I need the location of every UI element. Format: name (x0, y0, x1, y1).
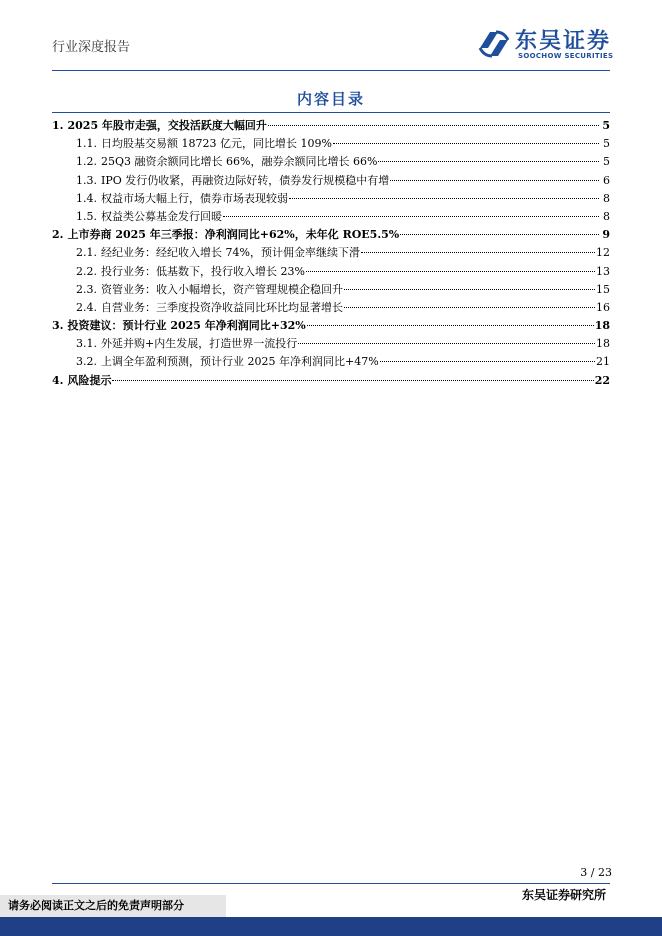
toc-dot-leader (268, 124, 599, 126)
toc-entry-number: 1.4. (76, 191, 97, 205)
toc-entry-number: 2.4. (76, 300, 97, 314)
toc-entry-number: 2.3. (76, 282, 97, 296)
toc-entry-title: 2025 年股市走强，交投活跃度大幅回升 (67, 119, 267, 132)
report-type-label: 行业深度报告 (52, 40, 131, 55)
toc-dot-leader (306, 270, 595, 272)
toc-entry-title: IPO 发行仍收紧，再融资边际好转，债券发行规模稳中有增 (101, 173, 390, 187)
footer-company: 东吴证券研究所 (521, 888, 606, 902)
toc-dot-leader (307, 324, 594, 326)
toc-entry-page: 12 (596, 246, 610, 260)
toc-entry-number: 1.1. (76, 137, 97, 151)
toc-entry-number: 3.1. (76, 337, 97, 351)
toc-entry[interactable] (52, 135, 610, 153)
toc-entry[interactable] (52, 190, 610, 208)
toc-entry-number: 1. (52, 119, 64, 132)
toc-entry[interactable] (52, 244, 610, 262)
toc-entry-number: 1.5. (76, 209, 97, 223)
toc-entry[interactable] (52, 153, 610, 171)
toc-entry-page: 16 (596, 300, 610, 314)
toc-entry-number: 2.1. (76, 246, 97, 260)
toc-entry-title: 外延并购+内生发展，打造世界一流投行 (101, 337, 298, 351)
toc-entry-page: 8 (603, 209, 610, 223)
toc-entry-title: 自营业务：三季度投资净收益同比环比均显著增长 (101, 300, 343, 314)
toc-entry-title: 风险提示 (67, 373, 112, 387)
toc-entry-page: 5 (602, 119, 610, 132)
toc-entry-title: 经纪业务：经纪收入增长 74%，预计佣金率继续下滑 (101, 246, 360, 260)
toc-entry-title: 资管业务：收入小幅增长，资产管理规模企稳回升 (101, 282, 343, 296)
toc-entry-number: 3. (52, 319, 64, 333)
toc-entry-title: 25Q3 融资余额同比增长 66%，融券余额同比增长 66% (101, 155, 378, 169)
toc-entry-page: 5 (603, 137, 610, 151)
toc-entry-page: 22 (594, 373, 610, 387)
toc-dot-leader (298, 342, 595, 344)
toc-entry[interactable] (52, 263, 610, 281)
toc-entry[interactable] (52, 208, 610, 226)
soochow-logo-icon (476, 26, 512, 62)
toc-entry-page: 6 (603, 173, 610, 187)
toc-entry-number: 1.2. (76, 155, 97, 169)
toc-entry-page: 13 (596, 264, 610, 278)
toc-entry[interactable] (52, 299, 610, 317)
disclaimer-notice: 请务必阅读正文之后的免责声明部分 (0, 895, 226, 917)
toc-title: 内容目录 (296, 90, 365, 108)
toc-dot-leader (378, 160, 599, 162)
toc-entry-title: 投资建议：预计行业 2025 年净利润同比+32% (67, 319, 306, 333)
toc-dot-leader (344, 306, 595, 308)
toc-entry[interactable] (52, 172, 610, 190)
toc-entry[interactable] (52, 317, 610, 335)
toc-entry-number: 3.2. (76, 355, 97, 369)
toc-entry-page: 9 (602, 228, 610, 242)
toc-entry-number: 1.3. (76, 173, 97, 187)
toc-entry-page: 15 (596, 282, 610, 296)
toc-entry-page: 18 (596, 337, 610, 351)
toc-dot-leader (390, 179, 599, 181)
brand-logo (476, 24, 621, 64)
toc-entry-page: 5 (603, 155, 610, 169)
table-of-contents (52, 117, 610, 390)
toc-dot-leader (344, 288, 595, 290)
toc-dot-leader (400, 233, 599, 235)
toc-dot-leader (380, 360, 595, 362)
toc-entry[interactable] (52, 353, 610, 371)
footer-bar (0, 917, 662, 936)
brand-name-cn: 东吴证券 (515, 29, 612, 54)
toc-entry-title: 权益类公募基金发行回暖 (101, 209, 222, 223)
toc-entry-page: 18 (594, 319, 610, 333)
toc-entry-title: 上市券商 2025 年三季报：净利润同比+62%，未年化 ROE5.5% (67, 228, 400, 242)
toc-dot-leader (333, 142, 599, 144)
toc-dot-leader (289, 197, 599, 199)
toc-divider (52, 112, 610, 113)
toc-entry-title: 日均股基交易额 18723 亿元，同比增长 109% (101, 137, 332, 151)
toc-entry-number: 2.2. (76, 264, 97, 278)
page-indicator: 3 / 23 (580, 866, 612, 879)
toc-entry-page: 21 (596, 355, 610, 369)
toc-dot-leader (223, 215, 599, 217)
toc-dot-leader (361, 251, 595, 253)
header-divider (52, 70, 610, 71)
toc-entry[interactable] (52, 281, 610, 299)
footer-divider (52, 883, 610, 884)
toc-entry-title: 上调全年盈利预测，预计行业 2025 年净利润同比+47% (101, 355, 379, 369)
brand-name-en: SOOCHOW SECURITIES (518, 52, 614, 60)
toc-entry-page: 8 (603, 191, 610, 205)
toc-entry[interactable] (52, 117, 610, 135)
toc-entry-number: 2. (52, 228, 64, 242)
toc-entry[interactable] (52, 226, 610, 244)
toc-entry-number: 4. (52, 373, 64, 387)
toc-entry[interactable] (52, 335, 610, 353)
toc-entry[interactable] (52, 372, 610, 390)
toc-entry-title: 权益市场大幅上行，债券市场表现较弱 (101, 191, 288, 205)
toc-dot-leader (112, 379, 593, 381)
toc-entry-title: 投行业务：低基数下，投行收入增长 23% (101, 264, 305, 278)
